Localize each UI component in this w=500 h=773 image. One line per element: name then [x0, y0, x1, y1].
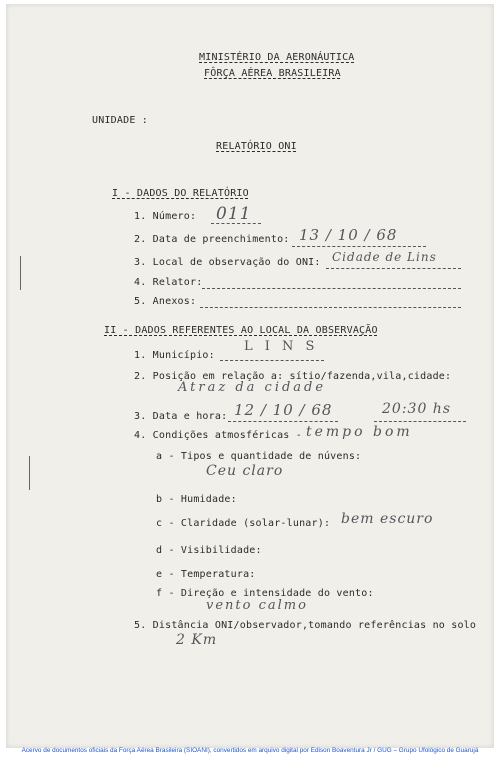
field-numero-value: 011 — [216, 204, 252, 224]
field-distancia-value: 2 Km — [176, 632, 218, 648]
field-condicoes-value: tempo bom — [306, 424, 413, 440]
field-humidade-label: b - Humidade: — [156, 494, 237, 505]
hora-line — [374, 421, 466, 422]
field-municipio-label: 1. Município: — [134, 350, 215, 361]
section2-title: II - DADOS REFERENTES AO LOCAL DA OBSERVAÇÃO — [104, 325, 378, 336]
report-title: RELATÓRIO ONI — [216, 141, 297, 152]
data-hora-line — [228, 421, 338, 422]
field-temperatura-label: e - Temperatura: — [156, 569, 256, 580]
field-local-label: 3. Local de observação do ONI: — [134, 257, 321, 268]
field-posicao-label: 2. Posição em relação a: sítio/fazenda,vila,cidade: — [134, 371, 452, 382]
field-relator-label: 4. Relator: — [134, 277, 203, 288]
field-nuvens-value: Ceu claro — [206, 463, 284, 479]
punch-mark-top — [20, 256, 21, 290]
document-page — [6, 4, 494, 748]
header-air-force: FÔRÇA AÉREA BRASILEIRA — [204, 68, 341, 79]
header-ministry: MINISTÉRIO DA AERONÁUTICA — [199, 52, 355, 63]
archive-credit: Acervo de documentos oficiais da Força Aérea Brasileira (SIOANI), convertidos em arquivo digital por Edison Boaventura Jr / GUG – Grupo Ufológico de Guarujá — [21, 747, 479, 754]
field-condicoes-label: 4. Condições atmosféricas - — [134, 430, 302, 441]
field-data-hora-label: 3. Data e hora: — [134, 411, 228, 422]
local-line — [326, 268, 461, 269]
punch-mark-bottom — [29, 456, 30, 490]
field-claridade-value: bem escuro — [341, 511, 434, 527]
field-anexos-label: 5. Anexos: — [134, 296, 197, 307]
unidade-label: UNIDADE : — [92, 115, 148, 126]
field-local-value: Cidade de Lins — [332, 250, 437, 264]
field-municipio-value: L I N S — [244, 339, 319, 354]
field-distancia-label: 5. Distância ONI/observador,tomando referências no solo — [134, 620, 477, 631]
data-preenchimento-line — [292, 246, 426, 247]
field-claridade-label: c - Claridade (solar-lunar): — [156, 518, 331, 529]
field-hora-value: 20:30 hs — [382, 401, 451, 417]
field-data-preenchimento-label: 2. Data de preenchimento: — [134, 234, 290, 245]
field-data-preenchimento-value: 13 / 10 / 68 — [299, 226, 398, 244]
field-vento-label: f - Direção e intensidade do vento: — [156, 588, 374, 599]
field-numero-label: 1. Número: — [134, 211, 197, 222]
field-data-hora-value: 12 / 10 / 68 — [234, 401, 333, 419]
numero-line — [211, 223, 261, 224]
section1-title: I - DADOS DO RELATÓRIO — [112, 188, 249, 199]
field-posicao-value: Atraz da cidade — [178, 380, 327, 395]
field-vento-value: vento calmo — [206, 598, 308, 613]
relator-line — [202, 288, 461, 289]
field-nuvens-label: a - Tipos e quantidade de núvens: — [156, 451, 362, 462]
municipio-line — [220, 360, 324, 361]
field-visibilidade-label: d - Visibilidade: — [156, 545, 262, 556]
anexos-line — [200, 307, 461, 308]
